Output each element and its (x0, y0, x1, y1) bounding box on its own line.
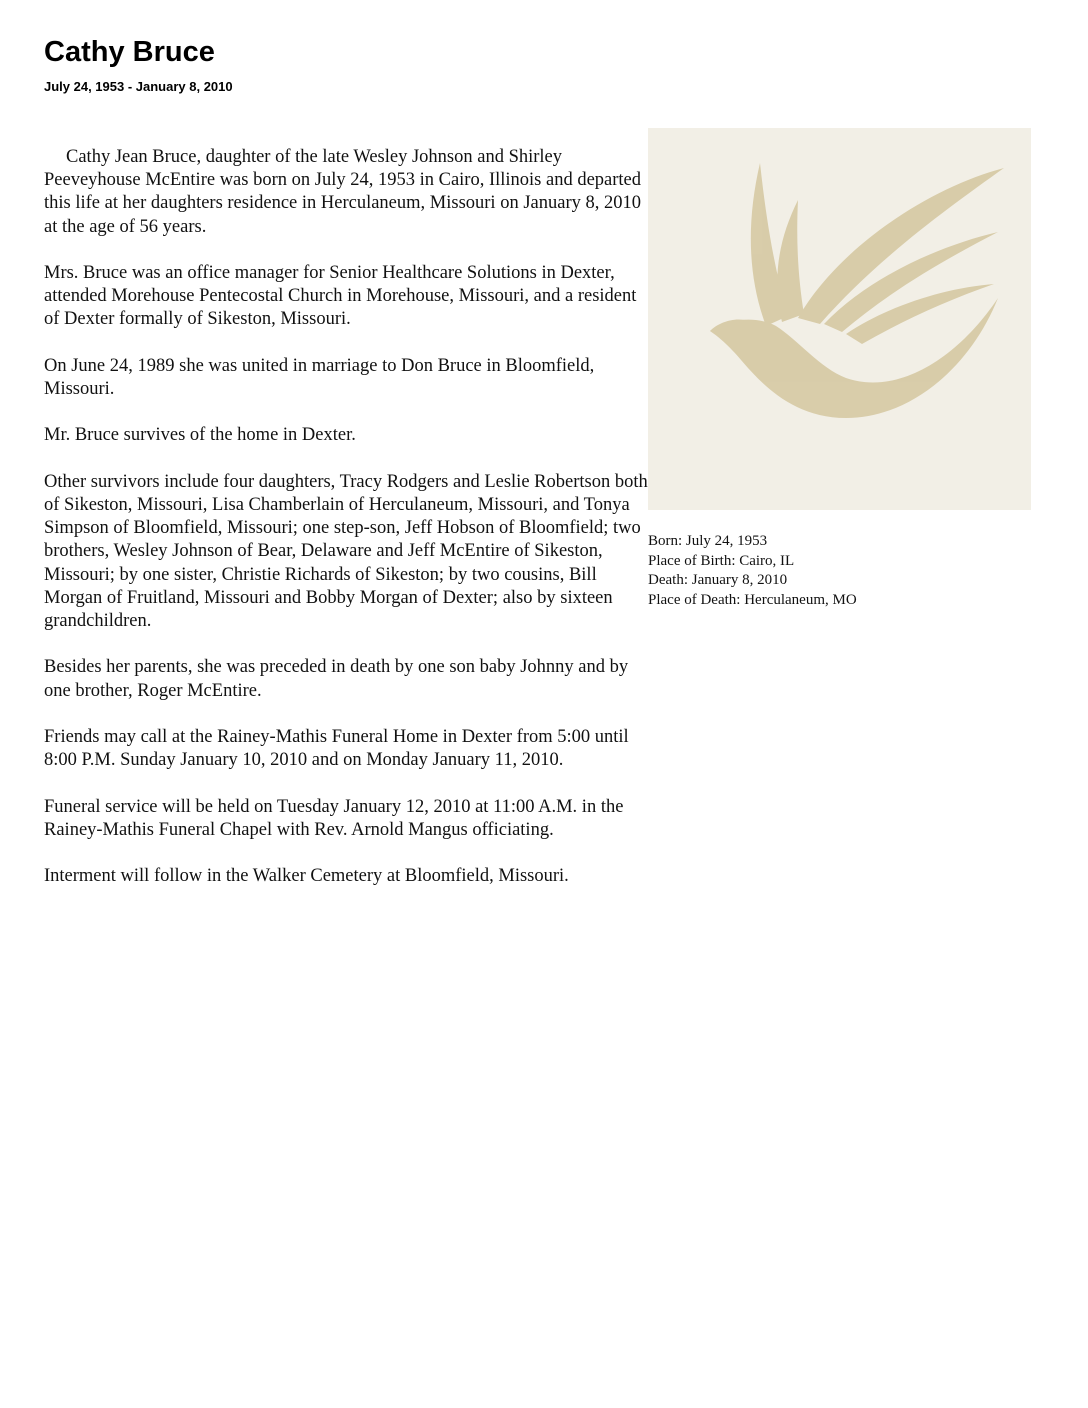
birth-place: Place of Birth: Cairo, IL (648, 552, 795, 569)
paragraph-visitation: Friends may call at the Rainey-Mathis Funeral Home in Dexter from 5:00 until 8:00 P.M. Sunday January 10, 2010 and on Monday January 11, 2010. (44, 726, 629, 771)
paragraph-survivors: Other survivors include four daughters, Tracy Rodgers and Leslie Robertson both of Sikeston, Missouri, Lisa Chamberlain of Herculaneum, Missouri, and Tonya Simpson of Bloomfield, Missouri; one step-son, Jeff Hobson of Bloomfield; two brothers, Wesley Johnson of Bear, Delaware and Jeff McEntire of Sikeston, Missouri; by one sister, Christie Richards of Sikeston; by two cousins, Bill Morgan of Fruitland, Missouri and Bobby Morgan of Dexter; also by sixteen grandchildren. (44, 471, 648, 631)
paragraph-spouse: Mr. Bruce survives of the home in Dexter. (44, 425, 356, 446)
dove-icon (648, 128, 1031, 510)
paragraph-career: Mrs. Bruce was an office manager for Senior Healthcare Solutions in Dexter, attended Morehouse Pentecostal Church in Morehouse, Missouri, and a resident of Dexter formally of Sikeston, Missouri. (44, 263, 637, 330)
paragraph-service: Funeral service will be held on Tuesday January 12, 2010 at 11:00 A.M. in the Rainey-Mathis Funeral Chapel with Rev. Arnold Mangus officiating. (44, 796, 624, 840)
paragraph-preceded: Besides her parents, she was preceded in death by one son baby Johnny and by one brother, Roger McEntire. (44, 657, 629, 701)
paragraph-interment: Interment will follow in the Walker Cemetery at Bloomfield, Missouri. (44, 866, 569, 887)
vital-facts (648, 532, 857, 610)
paragraph-intro: Cathy Jean Bruce, daughter of the late Wesley Johnson and Shirley Peeveyhouse McEntire was born on July 24, 1953 in Cairo, Illinois and departed this life at her daughters residence in Herculaneum, Missouri on January 8, 2010 at the age of 56 years. (44, 147, 642, 237)
paragraph-marriage: On June 24, 1989 she was united in marriage to Don Bruce in Bloomfield, Missouri. (44, 355, 595, 399)
born-date: Born: July 24, 1953 (648, 533, 768, 549)
life-dates: July 24, 1953 - January 8, 2010 (44, 79, 233, 94)
memorial-image (648, 128, 1031, 510)
death-date: Death: January 8, 2010 (648, 572, 788, 588)
death-place: Place of Death: Herculaneum, MO (648, 591, 857, 608)
obituary-name: Cathy Bruce (44, 36, 215, 68)
obituary-text (44, 146, 649, 912)
